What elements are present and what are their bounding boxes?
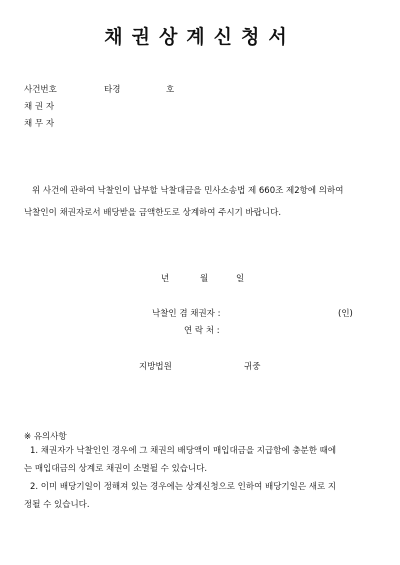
date-day: 일 [236, 274, 245, 284]
request-body-line: 위 사건에 관하여 낙찰인이 납부할 낙찰대금을 민사소송법 제 660조 제2항에 의하여 [32, 186, 344, 196]
addressee: 귀중 [244, 362, 261, 372]
date-month: 월 [200, 274, 209, 284]
court-label: 지방법원 [139, 362, 172, 372]
seal-mark: (인) [338, 309, 353, 319]
note-item-line: 정될 수 있습니다. [24, 500, 90, 510]
request-body [24, 180, 379, 224]
case-type: 타경 [104, 85, 121, 95]
note-item-line: 2. 이미 배당기일이 정해져 있는 경우에는 상계신청으로 인하여 배당기일은 새로 지 [30, 482, 337, 492]
note-item-line: 는 매입대금의 상계로 채권이 소멸될 수 있습니다. [24, 464, 208, 474]
notes-heading: ※ 유의사항 [24, 432, 67, 442]
contact-label: 연 락 처 : [184, 326, 220, 336]
notes-list [24, 442, 379, 514]
applicant-label: 낙찰인 겸 채권자 : [152, 309, 221, 319]
creditor-label: 채 권 자 [24, 102, 55, 112]
case-number-label: 사건번호 [24, 85, 57, 95]
date-year: 년 [161, 274, 170, 284]
note-item-line: 1. 채권자가 낙찰인인 경우에 그 채권의 배당액이 매입대금을 지급함에 충분한 때에 [30, 446, 337, 456]
case-suffix: 호 [166, 85, 175, 95]
document-title: 채권상계신청서 [104, 26, 296, 48]
debtor-label: 채 무 자 [24, 119, 55, 129]
request-body-line: 낙찰인이 채권자로서 배당받을 금액한도로 상계하여 주시기 바랍니다. [24, 208, 282, 218]
